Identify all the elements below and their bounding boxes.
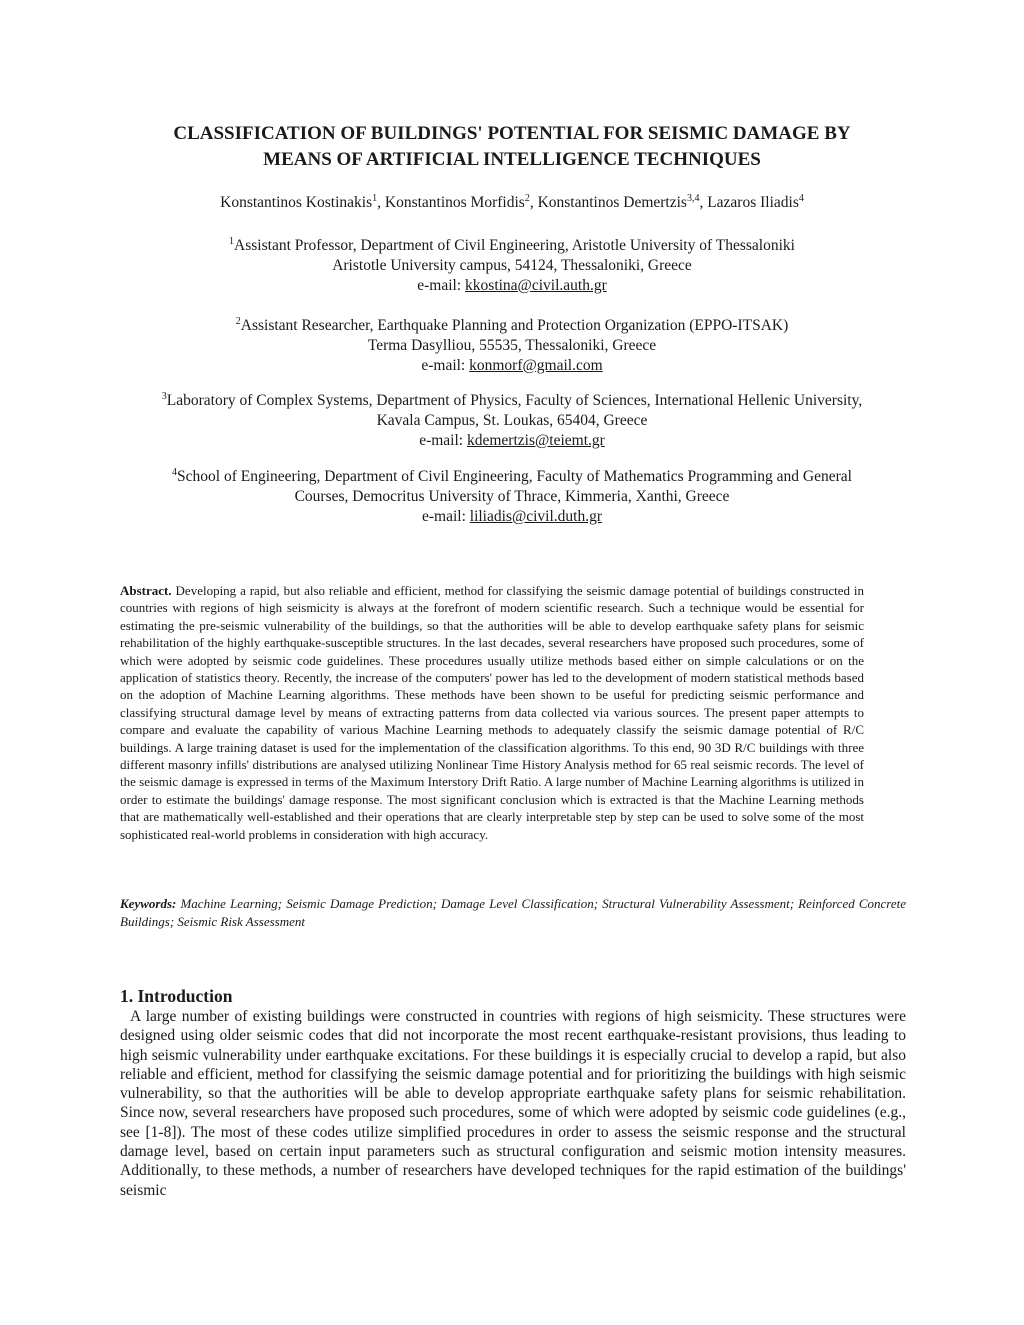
keywords bbox=[120, 895, 906, 931]
paper-title bbox=[100, 121, 924, 173]
email-label: e-mail: bbox=[421, 357, 470, 374]
keywords-text: Machine Learning; Seismic Damage Prediction; Damage Level Classification; Structural Vulnerability Assessment; Reinforced Concrete Buildings; Seismic Risk Assessment bbox=[120, 896, 907, 929]
affiliation-sup: 1 bbox=[229, 235, 235, 247]
title-line-1: CLASSIFICATION OF BUILDINGS' POTENTIAL FOR SEISMIC DAMAGE BY bbox=[173, 123, 851, 144]
affiliation-line: Assistant Professor, Department of Civil Engineering, Aristotle University of Thessaloniki bbox=[234, 237, 795, 254]
author-name: Konstantinos Demertzis bbox=[537, 194, 687, 211]
introduction-paragraph: A large number of existing buildings were constructed in countries with regions of high seismicity. These structures were designed using older seismic codes that did not incorporate the most recent earthquake-resistant provisions, thus leading to high seismic vulnerability under earthquake excitations. For these buildings it is especially crucial to develop a rapid, but also reliable and efficient, method for classifying the seismic damage potential and for prioritizing the buildings with high seismic vulnerability, so that the authorities will be able to develop appropriate earthquake safety plans for seismic rehabilitation. Since now, several researchers have proposed such procedures, some of which were adopted by seismic code guidelines (e.g., see [1-8]). The most of these codes utilize simplified procedures in order to assess the seismic response and the structural damage level, based on certain input parameters such as structural configuration and seismic motion intensity measures. Additionally, to these methods, a number of researchers have developed techniques for the rapid estimation of the buildings' seismic bbox=[120, 1008, 906, 1199]
affiliation-4 bbox=[100, 467, 924, 527]
author-sup: 2 bbox=[524, 192, 530, 204]
abstract-label: Abstract. bbox=[120, 583, 172, 598]
author-name: Konstantinos Morfidis bbox=[384, 194, 525, 211]
title-line-2: MEANS OF ARTIFICIAL INTELLIGENCE TECHNIQUES bbox=[263, 149, 761, 170]
author-sup: 1 bbox=[372, 192, 378, 204]
author-name: Konstantinos Kostinakis bbox=[220, 194, 373, 211]
author-sup: 4 bbox=[798, 192, 804, 204]
email-label: e-mail: bbox=[421, 508, 470, 525]
affiliation-line: School of Engineering, Department of Civil Engineering, Faculty of Mathematics Programming and General bbox=[177, 468, 852, 485]
keywords-label: Keywords: bbox=[120, 896, 177, 911]
affiliation-2 bbox=[100, 316, 924, 376]
author-sup: 3,4 bbox=[686, 192, 700, 204]
affiliation-1 bbox=[100, 236, 924, 296]
affiliation-sup: 2 bbox=[235, 315, 241, 327]
affiliation-line: Courses, Democritus University of Thrace, Kimmeria, Xanthi, Greece bbox=[294, 488, 730, 505]
affiliation-sup: 4 bbox=[172, 466, 178, 478]
email-link[interactable]: liliadis@civil.duth.gr bbox=[469, 508, 602, 525]
author-list: Konstantinos Kostinakis$^1$, Konstantinos Morfidis$^2$, Konstantinos Demertzis$^{3,4}$, Lazaros Iliadis$^4$ bbox=[220, 192, 804, 211]
email-link[interactable]: konmorf@gmail.com bbox=[469, 357, 603, 374]
email-label: e-mail: bbox=[417, 277, 466, 294]
email-link[interactable]: kkostina@civil.auth.gr bbox=[465, 277, 607, 294]
email-label: e-mail: bbox=[419, 432, 467, 449]
author-name: Lazaros Iliadis bbox=[707, 194, 799, 211]
abstract bbox=[120, 582, 864, 843]
affiliation-sup: 3 bbox=[161, 390, 167, 402]
affiliation-line: Terma Dasylliou, 55535, Thessaloniki, Greece bbox=[367, 337, 657, 354]
affiliation-3 bbox=[100, 391, 924, 451]
affiliation-line: Laboratory of Complex Systems, Department of Physics, Faculty of Sciences, International Hellenic University, bbox=[166, 392, 863, 409]
affiliation-line: Aristotle University campus, 54124, Thessaloniki, Greece bbox=[332, 257, 692, 274]
affiliation-line: Kavala Campus, St. Loukas, 65404, Greece bbox=[376, 412, 648, 429]
abstract-text: Developing a rapid, but also reliable and efficient, method for classifying the seismic damage potential of buildings constructed in countries with regions of high seismicity is always at the forefront of modern scientific research. Such a technique would be essential for estimating the pre-seismic vulnerability of the buildings, so that the authorities will be able to develop earthquake safety plans for seismic rehabilitation of the highly earthquake-susceptible structures. In the last decades, several researchers have proposed such procedures, some of which were adopted by seismic code guidelines. These procedures usually utilize methods based either on simple calculations or on the application of statistics theory. Recently, the increase of the computers' power has led to the development of modern statistical methods based on the adoption of Machine Learning algorithms. These methods have been shown to be useful for predicting seismic performance and classifying structural damage level by means of extracting patterns from data collected via various sources. The present paper attempts to compare and evaluate the capability of various Machine Learning methods to adequately classify the seismic damage potential of R/C buildings. A large training dataset is used for the implementation of the classification algorithms. To this end, 90 3D R/C buildings with three different masonry infills' distributions are analysed utilizing Nonlinear Time History Analysis method for 65 real seismic records. The level of the seismic damage is expressed in terms of the Maximum Interstory Drift Ratio. A large number of Machine Learning algorithms is utilized in order to estimate the buildings' damage response. The most significant conclusion which is extracted is that the Machine Learning methods that are mathematically well-established and their operations that are clearly interpretable step by step can be used to solve some of the most sophisticated real-world problems in consideration with high accuracy. bbox=[120, 583, 865, 842]
affiliation-line: Assistant Researcher, Earthquake Planning and Protection Organization (EPPO-ITSAK) bbox=[240, 317, 789, 334]
email-link[interactable]: kdemertzis@teiemt.gr bbox=[466, 432, 605, 449]
section-heading-introduction: 1. Introduction bbox=[120, 986, 233, 1006]
